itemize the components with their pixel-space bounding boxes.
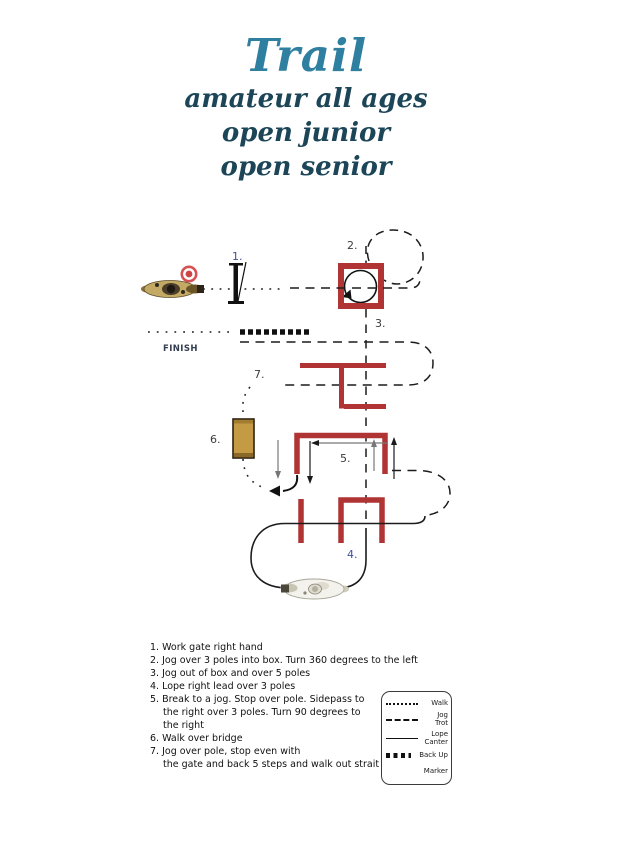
pole-obstacle-4 [301,499,382,543]
legend-walk-label: Walk [431,698,448,707]
sidepass-arrows [275,437,397,484]
jog-line-top [290,280,420,288]
obstacle-2-label: 2. [347,239,358,252]
legend-canter-label: Canter [424,737,448,746]
pole-obstacle-7 [300,363,386,409]
instruction-line: 4. Lope right lead over 3 poles [150,681,296,692]
obstacle-3-label: 3. [375,317,386,330]
finish-label: FINISH [163,344,198,354]
legend-back-up-label: Back Up [419,750,448,759]
instruction-line: 3. Jog out of box and over 5 poles [150,668,311,679]
instruction-line: the right over 3 poles. Turn 90 degrees to [163,707,361,718]
jog-loop-circle [367,230,423,284]
obstacle-4-label: 4. [347,548,358,561]
bridge-icon [233,419,254,458]
subtitle-open-junior: open junior [221,118,391,148]
subtitle-amateur-all-ages: amateur all ages [184,84,428,114]
jog-line-uturn-bottom [392,471,450,516]
instruction-line: 5. Break to a jog. Stop over pole. Sidepass to [150,694,365,705]
legend-box [381,691,452,785]
gate-icon [228,262,246,304]
start-marker-icon [182,267,196,281]
lope-line-loop [251,516,425,588]
legend-jog-label: Jog [437,711,448,719]
legend-row-back-up [386,748,448,763]
turn-90-arrow-icon [269,475,297,497]
legend-lope-canter-label [424,731,448,746]
legend-row-jog-trot [386,710,448,729]
legend-trot-label: Trot [435,718,448,727]
box-obstacle [341,266,381,306]
obstacle-7-label: 7. [254,368,265,381]
instruction-line: 1. Work gate right hand [150,642,263,653]
instruction-line: the right [163,720,204,731]
legend-row-marker [386,763,448,781]
horse-rider-start-icon [141,281,204,298]
legend-row-lope-canter [386,729,448,748]
obstacle-1-label: 1. [232,250,243,263]
turn-360-arrow-icon [342,271,377,303]
instruction-line: the gate and back 5 steps and walk out strait [163,759,380,770]
page-title: Trail [244,29,368,82]
obstacle-6-label: 6. [210,433,221,446]
instructions-list [150,641,418,771]
legend-lope-label: Lope [431,730,448,738]
jog-line-symbol [386,719,418,721]
legend-row-walk [386,697,448,710]
subtitle-open-senior: open senior [220,152,392,182]
horse-rider-lope-icon [281,579,350,599]
legend-jog-trot-label [435,712,448,727]
instruction-line: 7. Jog over pole, stop even with [150,746,301,757]
legend-marker-label: Marker [423,767,448,776]
walk-line-symbol [386,703,418,705]
instruction-line: 6. Walk over bridge [150,733,243,744]
backup-line-symbol [386,753,411,758]
obstacle-5-label: 5. [340,452,351,465]
lope-line-symbol [386,738,418,739]
instruction-line: 2. Jog over 3 poles into box. Turn 360 degrees to the left [150,655,418,666]
